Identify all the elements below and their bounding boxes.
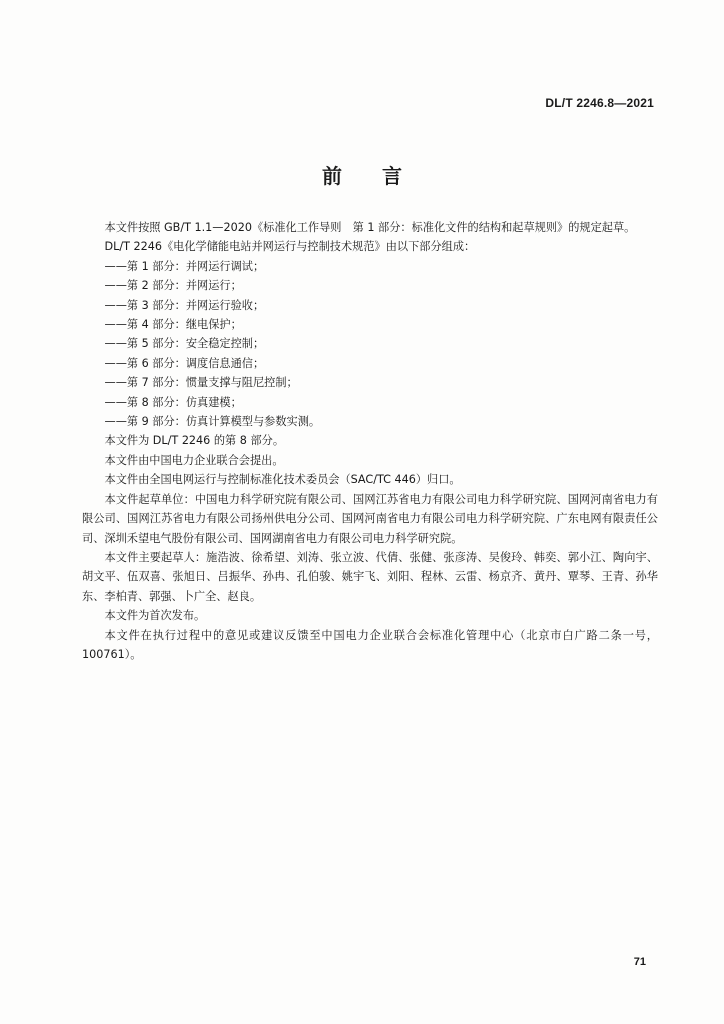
list-item: ——第 5 部分：安全稳定控制； <box>104 337 265 351</box>
paragraph: DL/T 2246《电化学储能电站并网运行与控制技术规范》由以下部分组成： <box>104 240 476 254</box>
paragraph: 本文件起草单位：中国电力科学研究院有限公司、国网江苏省电力有限公司电力科学研究院、国网河南省电力有限公司、国网江苏省电力有限公司扬州供电分公司、国网河南省电力有限公司电力科学研究院、广东电网有限责任公司、深圳禾望电气股份有限公司、国网湖南省电力有限公司电力科学研究院。 <box>82 492 658 545</box>
list-item: ——第 4 部分：继电保护； <box>104 318 242 332</box>
list-item: ——第 8 部分：仿真建模； <box>104 395 242 409</box>
list-item: ——第 2 部分：并网运行； <box>104 279 242 293</box>
paragraph: 本文件按照 GB/T 1.1—2020《标准化工作导则 第 1 部分：标准化文件的结构和起草规则》的规定起草。 <box>104 221 636 234</box>
paragraph: 本文件在执行过程中的意见或建议反馈至中国电力企业联合会标准化管理中心（北京市白广路二条一号，100761）。 <box>82 628 658 661</box>
paragraph: 本文件由中国电力企业联合会提出。 <box>104 453 284 467</box>
list-item: ——第 6 部分：调度信息通信； <box>104 356 265 370</box>
paragraph: 本文件主要起草人：施浩波、徐希望、刘涛、张立波、代倩、张健、张彦涛、吴俊玲、韩奕、郭小江、陶向宇、胡文平、伍双喜、张旭日、吕振华、孙冉、孔伯骏、姚宇飞、刘阳、程林、云雷、杨京齐、黄丹、覃琴、王青、孙华东、李柏青、郭强、卜广全、赵良。 <box>82 550 658 603</box>
standard-code: DL/T 2246.8—2021 <box>545 96 654 110</box>
paragraph: 本文件为 DL/T 2246 的第 8 部分。 <box>104 434 285 448</box>
list-item: ——第 9 部分：仿真计算模型与参数实测。 <box>104 415 321 429</box>
page-title: 前言 <box>322 164 442 188</box>
page-number: 71 <box>633 956 646 968</box>
foreword-body <box>82 218 658 664</box>
list-item: ——第 7 部分：惯量支撑与阻尼控制； <box>104 376 298 390</box>
list-item: ——第 1 部分：并网运行调试； <box>104 259 265 273</box>
paragraph: 本文件为首次发布。 <box>104 609 206 623</box>
list-item: ——第 3 部分：并网运行验收； <box>104 298 265 312</box>
paragraph: 本文件由全国电网运行与控制标准化技术委员会（SAC/TC 446）归口。 <box>104 473 461 487</box>
